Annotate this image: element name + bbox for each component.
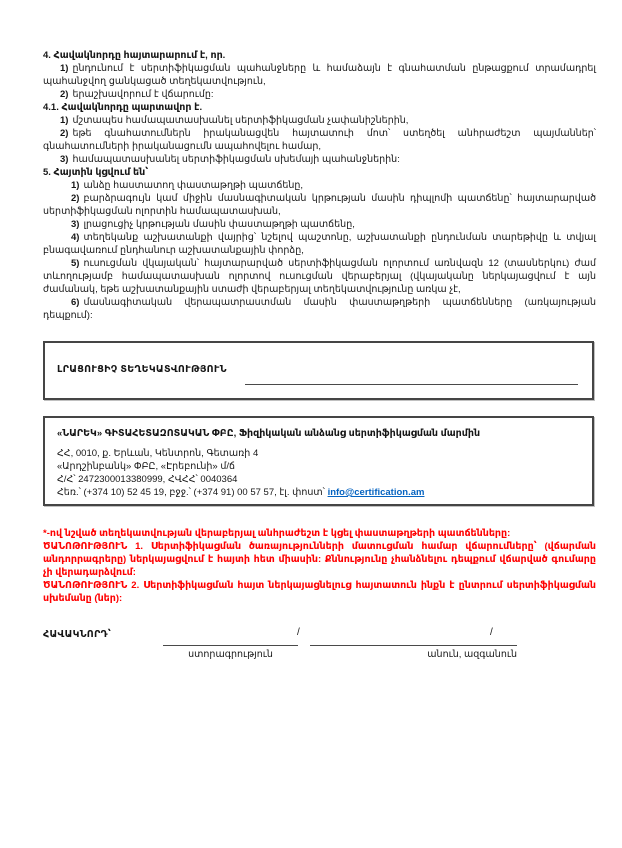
item-text: լրացուցիչ կրթության մասին փաստաթղթի պատճենը, [83,219,355,230]
section-4-item [43,88,596,101]
org-title: «ՆԱՐԵԿ» ԳԻՏԱՀԵՏԱԶՈՏԱԿԱՆ ՓԲԸ, Ֆիզիկական անձանց սերտիֆիկացման մարմին [57,428,481,439]
item-text: տեղեկանք աշխատանքի վայրից՝ նշելով պաշտոնը, աշխատանքի ընդունման տարեթիվը և տվյալ բնագավառում ընդհանուր աշխատանքային փորձը, [43,232,596,256]
item-number: 2) [60,89,69,100]
item-text: երաշխավորում է վճարումը: [72,89,214,100]
org-phones: Հեռ.՝ (+374 10) 52 45 19, բջջ.՝ (+374 91) 00 57 57, էլ. փոստ՝ [57,487,328,498]
item-number: 2) [60,128,69,139]
section-4-1-item [43,114,596,127]
certification-body-box [43,416,594,506]
item-text: ընդունում է սերտիֆիկացման պահանջները և համաձայն է գնահատման ընթացքում տրամադրել պահանջվող ցանկացած տեղեկատվություն, [43,63,596,87]
additional-info-box [43,341,594,400]
org-contacts [57,486,582,499]
item-number: 4) [71,232,80,243]
signature-caption: ստորագրություն [188,649,273,660]
org-address: ՀՀ, 0010, ք. Երևան, Կենտրոն, Գետառի 4 [57,448,259,459]
section-4-heading: 4. Հավակնորդը հայտարարում է, որ. [43,50,226,61]
signature-section [43,622,596,677]
item-number: 3) [71,219,80,230]
section-5-heading: 5. Հայտին կցվում են՝ [43,167,149,178]
section-4-item [43,62,596,88]
name-fill-line [310,645,517,646]
item-text: անձը հաստատող փաստաթղթի պատճենը, [83,180,304,191]
section-4-1-item [43,153,596,166]
asterisk-note: *-ով նշված տեղեկատվության վերաբերյալ անհրաժեշտ է կցել փաստաթղթերի պատճենները: [43,528,511,539]
item-number: 6) [71,297,80,308]
org-bank: «Արդշինբանկ» ՓԲԸ, «Էրեբունի» մ/ճ [57,461,235,472]
item-number: 5) [71,258,80,269]
item-text: բարձրագույն կամ միջին մասնագիտական կրթության մասին դիպլոմի պատճենը՝ հայտարարված սերտիֆիկացման ոլորտին համապատասխան, [43,193,596,217]
additional-info-fill-line [245,384,578,385]
section-5-item [43,218,596,231]
item-number: 1) [71,180,80,191]
section-5-item [43,179,596,192]
form-text-block [43,49,596,322]
item-number: 2) [71,193,80,204]
section-4-1-item [43,127,596,153]
org-details [57,447,582,499]
item-text: համապատասխանել սերտիֆիկացման սխեմայի պահանջներին: [72,154,400,165]
section-5-item [43,231,596,257]
org-accounts: Հ/Հ՝ 2472300013380999, ՀՎՀՀ՝ 0040364 [57,474,238,485]
email-link[interactable]: info@certification.am [327,487,425,498]
section-5-item [43,192,596,218]
item-text: մասնագիտական վերապատրաստման մասին փաստաթղթերի պատճենները (առկայության դեպքում): [43,297,596,321]
applicant-label: ՀԱՎԱԿՆՈՐԴ՝ [43,629,112,640]
item-number: 1) [60,115,69,126]
note-2: ԾԱՆՈԹՈՒԹՅՈՒՆ 2. Սերտիֆիկացման հայտ ներկայացնելուց հայտատուն ինքն է ընտրում սերտիֆիկացման սխեմանը (ներ): [43,580,596,604]
item-text: մշտապես համապատասխանել սերտիֆիկացման չափանիշներին, [72,115,409,126]
section-4-1-heading: 4.1. Հավակնորդը պարտավոր է. [43,102,203,113]
item-number: 3) [60,154,69,165]
note-1: ԾԱՆՈԹՈՒԹՅՈՒՆ 1. Սերտիֆիկացման ծառայությունների մատուցման համար վճարումները՝ (վճարման անդորրագրերը) ներկայացվում է հայտի հետ միասին: Քննությունը չհանձնելու դեպքում վճարված գումարը չի վերադարձվում: [43,541,596,578]
red-notes-block [43,527,596,605]
signature-fill-line [163,645,298,646]
name-caption: անուն, ազգանուն [427,649,517,660]
item-text: ուսուցման վկայական՝ հայտարարված սերտիֆիկացման ոլորտում առնվազն 12 (տասներկու) ժամ տևողությամբ համապատասխան ոլորտով ուսուցման վերաբերյալ (վկայականը ներկայացվում է այն ժամանակ, եթե աշխատանքային ստաժի վերաբերյալ տեղեկատվությունը առկա չէ, [43,258,596,295]
separator-slash: / [490,627,493,638]
item-text: եթե գնահատումներն իրականացվեն հայտատուի մոտ՝ ստեղծել անհրաժեշտ պայմաններ՝ գնահատումների իրականացումն ապահովելու համար, [43,128,596,152]
section-5-item [43,296,596,322]
section-5-item [43,257,596,296]
additional-info-label: ԼՐԱՑՈՒՑԻՉ ՏԵՂԵԿԱՏՎՈՒԹՅՈՒՆ [57,364,227,375]
item-number: 1) [60,63,69,74]
separator-slash: / [297,627,300,638]
